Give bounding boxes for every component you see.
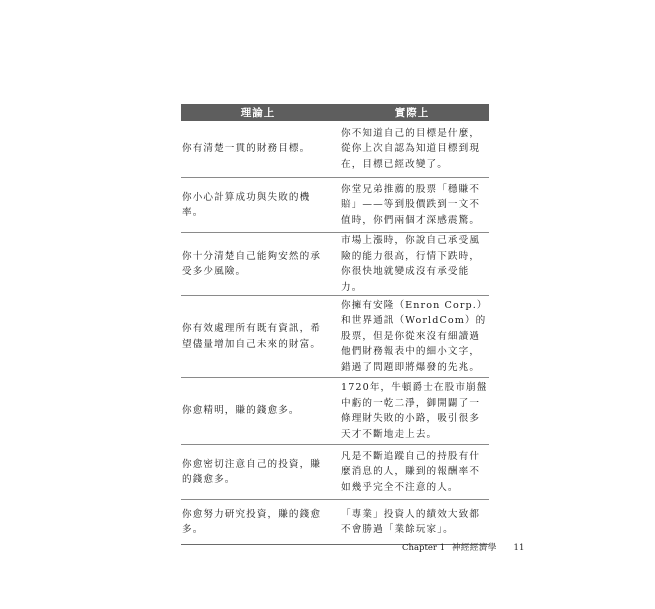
theory-cell: 你小心計算成功與失敗的機率。 [181, 178, 335, 233]
header-practice: 實際上 [335, 104, 489, 121]
practice-cell: 凡是不斷追蹤自己的持股有什麼消息的人，賺到的報酬率不如幾乎完全不注意的人。 [335, 445, 489, 500]
table-row [181, 178, 489, 233]
table-row [181, 296, 489, 378]
page-footer [402, 541, 524, 553]
theory-cell: 你愈精明，賺的錢愈多。 [181, 378, 335, 445]
theory-vs-practice-table [181, 104, 489, 545]
practice-cell: 你不知道自己的目標是什麼，從你上次自認為知道目標到現在，目標已經改變了。 [335, 121, 489, 178]
table-row [181, 445, 489, 500]
practice-cell: 「專業」投資人的績效大致都不會勝過「業餘玩家」。 [335, 500, 489, 545]
header-theory: 理論上 [181, 104, 335, 121]
table-row [181, 121, 489, 178]
chapter-title: 神經經濟學 [451, 543, 497, 553]
page-number: 11 [513, 543, 525, 553]
theory-cell: 你有清楚一貫的財務目標。 [181, 121, 335, 178]
theory-cell: 你愈努力研究投資，賺的錢愈多。 [181, 500, 335, 545]
practice-cell: 1720年，牛頓爵士在股市崩盤中虧的一乾二淨，御開闢了一條理財失敗的小路，吸引很多天才不斷地走上去。 [335, 378, 489, 445]
table-row [181, 233, 489, 296]
table-row [181, 500, 489, 545]
chapter-label: Chapter 1 [402, 543, 446, 553]
practice-cell: 你堂兄弟推薦的股票「穩賺不賠」——等到股價跌到一文不值時，你們兩個才深感震驚。 [335, 178, 489, 233]
theory-cell: 你愈密切注意自己的投資，賺的錢愈多。 [181, 445, 335, 500]
table-row [181, 378, 489, 445]
practice-cell: 你擁有安隆（Enron Corp.）和世界通訊（WorldCom）的股票，但是你從來沒有細讀過他們財務報表中的細小文字，錯過了問題即將爆發的先兆。 [335, 296, 489, 378]
table-header-row [181, 104, 489, 121]
theory-cell: 你十分清楚自己能夠安然的承受多少風險。 [181, 233, 335, 296]
practice-cell: 市場上漲時，你說自己承受風險的能力很高，行情下跌時，你很快地就變成沒有承受能力。 [335, 233, 489, 296]
theory-cell: 你有效處理所有既有資訊，希望儘量增加自己未來的財富。 [181, 296, 335, 378]
